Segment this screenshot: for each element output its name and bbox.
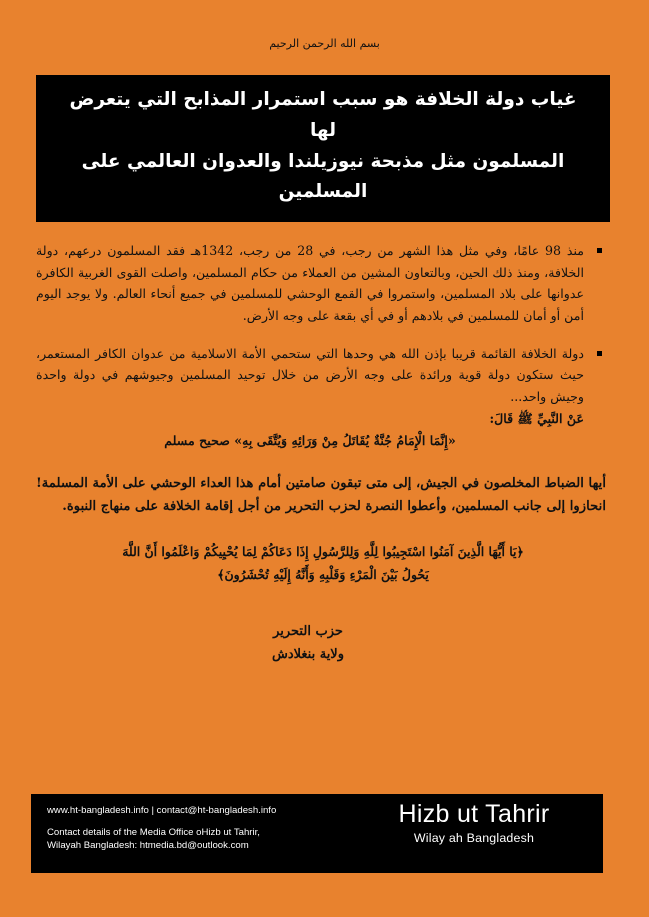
list-item xyxy=(36,343,610,452)
footer-brand-block xyxy=(359,800,589,845)
appeal-paragraph: أيها الضباط المخلصون في الجيش، إلى متى تبقون صامتين أمام هذا العداء الوحشي على الأمة المسلمة! انحازوا إلى جانب المسلمين، وأعطوا النصرة لحزب التحرير من أجل إقامة الخلافة على منهاج النبوة. xyxy=(36,475,606,515)
verse-line-1: ﴿يَا أَيُّهَا الَّذِينَ آمَنُوا اسْتَجِيبُوا لِلَّهِ وَلِلرَّسُولِ إِذَا دَعَاكُمْ لِمَا يُحْيِيكُمْ وَاعْلَمُوا أَنَّ اللَّهَ xyxy=(122,543,524,559)
footer-website-line[interactable]: www.ht-bangladesh.info | contact@ht-bangladesh.info xyxy=(47,805,277,816)
bullet-list xyxy=(36,240,610,452)
footer-bar xyxy=(31,794,603,873)
footer-contact-line-1: Contact details of the Media Office oHizb ut Tahrir, xyxy=(47,827,260,839)
hadith-attribution: عَنْ النَّبِيِّ ﷺ قَالَ: xyxy=(489,410,584,426)
brand-subtitle: Wilay ah Bangladesh xyxy=(413,830,535,845)
footer-contact-block xyxy=(47,804,377,853)
verse-line-2: يَحُولُ بَيْنَ الْمَرْءِ وَقَلْبِهِ وَأَنَّهُ إِلَيْهِ تُحْشَرُونَ﴾ xyxy=(217,566,429,582)
headline-banner xyxy=(36,75,610,222)
signature-wilayah: ولاية بنغلادش xyxy=(271,646,345,662)
headline-line-1: غياب دولة الخلافة هو سبب استمرار المذابح التي يتعرض لها xyxy=(69,89,577,141)
hadith-quotation: «إِنَّمَا الْإِمَامُ جُنَّةٌ يُقَاتَلُ مِنْ وَرَائِهِ وَيُتَّقَى بِهِ» صحيح مسلم xyxy=(164,433,456,449)
headline-line-2: المسلمون مثل مذبحة نيوزيلندا والعدوان العالمي على المسلمين xyxy=(81,150,565,203)
list-item xyxy=(36,240,610,327)
footer-contact-line-2[interactable]: Wilayah Bangladesh: htmedia.bd@outlook.com xyxy=(47,840,249,852)
bismillah-text: بسم الله الرحمن الرحيم xyxy=(269,37,380,50)
headline-text xyxy=(58,85,588,207)
signature-block xyxy=(36,621,610,667)
signature-organization: حزب التحرير xyxy=(273,623,343,639)
brand-name: Hizb ut Tahrir xyxy=(398,800,550,828)
bullet-paragraph-2: دولة الخلافة القائمة قريبا بإذن الله هي وحدها التي ستحمي الأمة الاسلامية من عدوان الكافر المستعمر، حيث ستكون دولة قوية ورائدة على وجه الأرض من خلال توحيد المسلمين وجيوشهم في دولة واحدة وجيش واحد... xyxy=(36,345,584,404)
body-content xyxy=(36,240,610,666)
quran-verse xyxy=(36,541,610,587)
bullet-paragraph-1: منذ 98 عامًا، وفي مثل هذا الشهر من رجب، في 28 من رجب، 1342هـ فقد المسلمون درعهم، دولة الخلافة، ومنذ ذلك الحين، وبالتعاون المشين من العملاء من حكام المسلمين، واصلت القوى الغربية الكافرة عدوانها على بلاد المسلمين، واستمروا في القمع الوحشي للمسلمين في جميع أنحاء العالم. ولا يوجد اليوم أمن أو أمان للمسلمين في بلادهم أو في أي بقعة على وجه الأرض. xyxy=(36,243,585,323)
